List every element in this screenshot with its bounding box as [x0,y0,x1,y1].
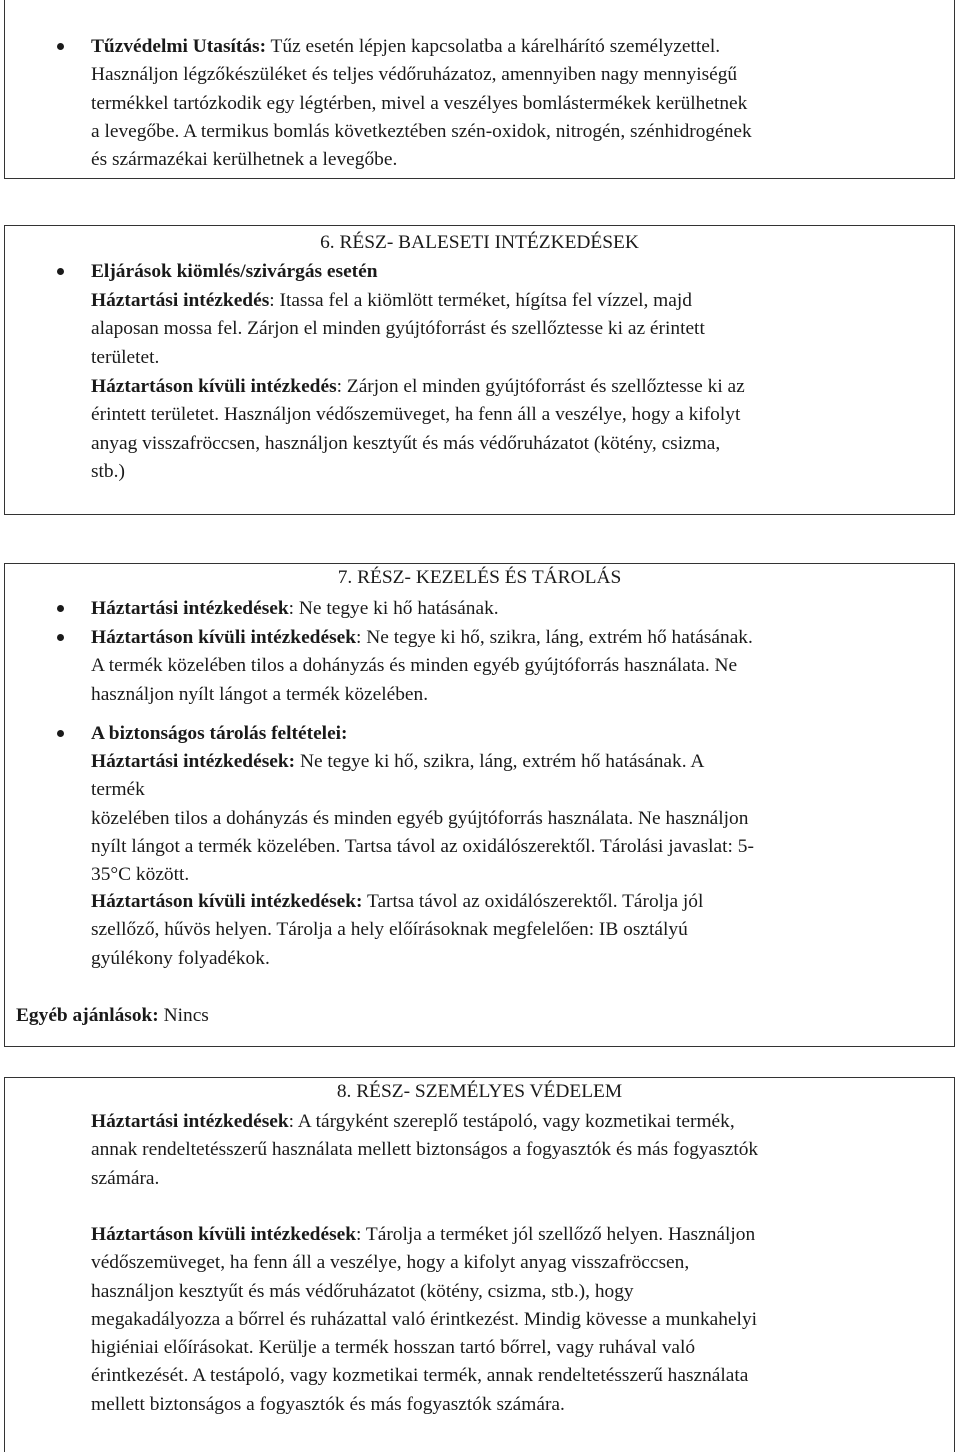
household-measure-text: : Itassa fel a kiömlött terméket, hígítsa fel vízzel, majd alaposan mossa fel. Zárjon el minden gyújtóforrást és szellőztesse ki az érintett területet. [91,290,705,368]
section-8-title: 8. RÉSZ- SZEMÉLYES VÉDELEM [336,1081,623,1102]
fire-safety-text: Tűz esetén lépjen kapcsolatba a kárelhárító személyzettel. Használjon légzőkészüléket és teljes védőruházatoz, amennyiben nagy mennyiségű termékkel tartózkodik egy légtérben, mivel a veszélyes bomlástermékek kerülhetnek a levegőbe. A termikus bomlás következtében szén-oxidok, nitrogén, szénhidrogének és származékai kerülhetnek a levegőbe. [91,36,752,171]
other-recommendations-label: Egyéb ajánlások: [16,1005,159,1026]
protection-outside-label: Háztartáson kívüli intézkedések [91,1224,357,1245]
other-recommendations [16,1002,878,1030]
outside-measure-label: Háztartáson kívüli intézkedés [91,376,337,397]
section-8-box [4,1077,955,1452]
handling-outside-paragraph [91,624,953,709]
spill-procedure-title: Eljárások kiömlés/szivárgás esetén [91,261,378,282]
handling-household-label: Háztartási intézkedések [91,598,289,619]
protection-outside-text: : Tárolja a terméket jól szellőző helyen. Használjon védőszemüveget, ha fenn áll a veszélye, hogy a kifolyt anyag visszafröccsen, használjon kesztyűt és más védőruházatot (kötény, csizma, stb.), hogy megakadályozza a bőrrel és ruházattal való érintkezést. Mindig kövesse a munkahelyi higiéniai előírásokat. Kerülje a termék hosszan tartó bőrrel, vagy ruhával való érintkezését. A testápoló, vagy kozmetikai termék, annak rendeltetésszerű használata mellett biztonságos a fogyasztók és más fogyasztók számára. [91,1224,758,1415]
outside-measure-text: : Zárjon el minden gyújtóforrást és szellőztesse ki az érintett területet. Használjon védőszemüveget, ha fenn áll a veszélye, hogy a kifolyt anyag visszafröccsen, használjon kesztyűt és más védőruházatot (kötény, csizma, stb.) [91,376,745,482]
handling-household-text: : Ne tegye ki hő hatásának. [288,598,499,619]
protection-outside-paragraph [91,1221,953,1419]
protection-household-paragraph [91,1108,953,1193]
bullet-icon [57,43,64,50]
household-measure-paragraph [91,287,953,372]
handling-outside-text: : Ne tegye ki hő, szikra, láng, extrém hő hatásának. A termék közelében tilos a dohányzás és minden egyéb gyújtóforrás használata. Ne használjon nyílt lángot a termék közelében. [91,627,753,705]
protection-household-label: Háztartási intézkedések [91,1111,289,1132]
household-measure-label: Háztartási intézkedés [91,290,270,311]
outside-measure-paragraph [91,373,953,486]
bullet-icon [57,730,64,737]
fire-safety-paragraph [91,33,953,174]
fire-safety-label: Tűzvédelmi Utasítás: [91,36,267,57]
bullet-icon [57,605,64,612]
handling-outside-label: Háztartáson kívüli intézkedések [91,627,357,648]
section-5-box [4,0,955,179]
section-7-box [4,563,955,1047]
other-recommendations-text: Nincs [158,1005,209,1026]
storage-outside-paragraph [91,888,953,973]
storage-household-label: Háztartási intézkedések: [91,751,296,772]
handling-household-paragraph [91,595,953,623]
storage-outside-label: Háztartáson kívüli intézkedések: [91,891,363,912]
section-7-title: 7. RÉSZ- KEZELÉS ÉS TÁROLÁS [337,567,622,588]
storage-conditions-title: A biztonságos tárolás feltételei: [91,723,348,744]
bullet-icon [57,268,64,275]
storage-outside-text: Tartsa távol az oxidálószerektől. Tárolja jól szellőző, hűvös helyen. Tárolja a hely előírásoknak megfelelően: IB osztályú gyúlékony folyadékok. [91,891,704,969]
section-6-title: 6. RÉSZ- BALESETI INTÉZKEDÉSEK [320,232,639,253]
storage-household-paragraph [91,748,953,889]
protection-household-text: : A tárgyként szereplő testápoló, vagy kozmetikai termék, annak rendeltetésszerű használata mellett biztonságos a fogyasztók és más fogyasztók számára. [91,1111,759,1189]
storage-household-text: Ne tegye ki hő, szikra, láng, extrém hő hatásának. A termék közelében tilos a dohányzás és minden egyéb gyújtóforrás használata. Ne használjon nyílt lángot a termék közelében. Tartsa távol az oxidálószerektől. Tárolási javaslat: 5- 35°C között. [91,751,754,886]
section-6-box [4,225,955,515]
bullet-icon [57,634,64,641]
